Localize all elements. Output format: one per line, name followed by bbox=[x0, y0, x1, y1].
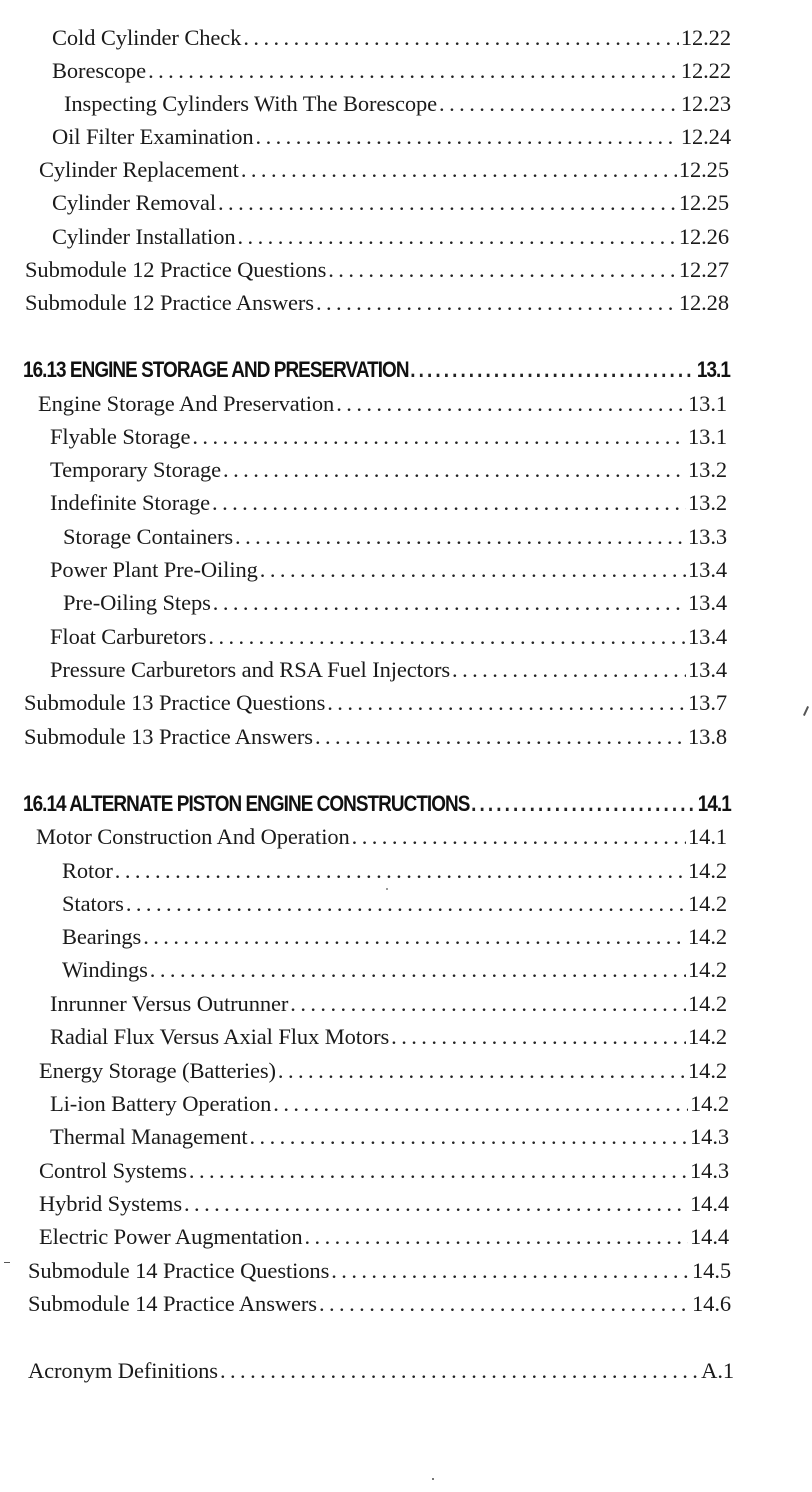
toc-entry-page: 13.8 bbox=[688, 724, 727, 749]
toc-entry-title: Rotor bbox=[62, 858, 113, 883]
toc-entry-title: Submodule 12 Practice Answers bbox=[25, 290, 314, 315]
dot-leader bbox=[213, 589, 686, 617]
dot-leader bbox=[238, 223, 677, 251]
toc-entry-li-ion-battery[interactable] bbox=[50, 1090, 729, 1118]
toc-entry-title: Motor Construction And Operation bbox=[36, 824, 350, 849]
toc-entry-submodule-12-answers[interactable] bbox=[25, 289, 729, 317]
toc-entry-page: 14.1 bbox=[688, 824, 727, 849]
toc-entry-title: Borescope bbox=[52, 58, 147, 83]
dot-leader bbox=[304, 1223, 688, 1251]
toc-entry-title: Pressure Carburetors and RSA Fuel Injectors bbox=[50, 657, 451, 682]
toc-entry-storage-containers[interactable] bbox=[63, 523, 727, 551]
toc-entry-rotor[interactable] bbox=[62, 857, 727, 885]
toc-entry-submodule-13-answers[interactable] bbox=[24, 723, 727, 751]
section-heading-page: 14.1 bbox=[697, 791, 731, 816]
toc-entry-temporary-storage[interactable] bbox=[50, 456, 727, 484]
dot-leader bbox=[220, 1357, 699, 1385]
dot-leader bbox=[327, 689, 686, 717]
toc-entry-submodule-13-questions[interactable] bbox=[24, 689, 727, 717]
toc-entry-title: Submodule 13 Practice Questions bbox=[24, 690, 326, 715]
toc-entry-page: 12.25 bbox=[678, 157, 729, 182]
toc-entry-page: 12.24 bbox=[680, 124, 731, 149]
toc-entry-title: Inrunner Versus Outrunner bbox=[50, 991, 289, 1016]
toc-entry-page: 13.4 bbox=[688, 557, 727, 582]
dot-leader bbox=[212, 489, 686, 517]
toc-entry-page: 14.4 bbox=[690, 1191, 729, 1216]
toc-entry-pressure-carburetors[interactable] bbox=[50, 656, 727, 684]
toc-entry-bearings[interactable] bbox=[62, 923, 727, 951]
section-heading-page: 13.1 bbox=[696, 357, 730, 382]
dot-leader bbox=[452, 656, 686, 684]
toc-entry-submodule-14-questions[interactable] bbox=[28, 1257, 731, 1285]
dot-leader bbox=[150, 956, 686, 984]
scan-mark bbox=[4, 1262, 10, 1263]
toc-entry-page: 13.2 bbox=[688, 490, 727, 515]
toc-entry-pre-oiling-steps[interactable] bbox=[63, 589, 727, 617]
dot-leader bbox=[250, 1123, 689, 1151]
dot-leader bbox=[243, 24, 679, 52]
dot-leader bbox=[256, 123, 679, 151]
toc-entry-title: Flyable Storage bbox=[50, 424, 191, 449]
section-heading-16-14[interactable] bbox=[23, 790, 731, 818]
dot-leader bbox=[439, 90, 679, 118]
toc-entry-title: Storage Containers bbox=[63, 524, 234, 549]
dot-leader bbox=[126, 890, 686, 918]
toc-entry-page: 14.2 bbox=[688, 891, 727, 916]
toc-entry-submodule-12-questions[interactable] bbox=[25, 256, 729, 284]
toc-entry-page: 13.4 bbox=[688, 657, 727, 682]
toc-entry-electric-power-augmentation[interactable] bbox=[39, 1223, 729, 1251]
toc-entry-cylinder-replacement[interactable] bbox=[39, 156, 729, 184]
dot-leader bbox=[352, 823, 686, 851]
toc-entry-title: Li-ion Battery Operation bbox=[50, 1091, 272, 1116]
toc-entry-inrunner-outrunner[interactable] bbox=[50, 990, 727, 1018]
toc-entry-submodule-14-answers[interactable] bbox=[28, 1290, 731, 1318]
dot-leader bbox=[192, 423, 686, 451]
toc-entry-page: 12.23 bbox=[680, 91, 731, 116]
toc-entry-page: 14.6 bbox=[692, 1291, 731, 1316]
toc-entry-inspecting-cylinders[interactable] bbox=[64, 90, 731, 118]
toc-entry-title: Inspecting Cylinders With The Borescope bbox=[64, 91, 438, 116]
toc-entry-oil-filter-examination[interactable] bbox=[52, 123, 731, 151]
toc-entry-acronym-definitions[interactable] bbox=[28, 1357, 734, 1385]
dot-leader bbox=[241, 156, 677, 184]
section-heading-16-13[interactable] bbox=[23, 356, 730, 384]
dot-leader bbox=[290, 990, 686, 1018]
toc-entry-title: Indefinite Storage bbox=[50, 490, 211, 515]
toc-entry-page: 13.2 bbox=[688, 457, 727, 482]
dot-leader bbox=[273, 1090, 688, 1118]
toc-entry-title: Thermal Management bbox=[50, 1124, 248, 1149]
toc-entry-cylinder-removal[interactable] bbox=[52, 189, 729, 217]
toc-entry-page: 13.4 bbox=[688, 624, 727, 649]
toc-entry-page: 14.2 bbox=[690, 1091, 729, 1116]
toc-entry-page: 12.25 bbox=[678, 190, 729, 215]
toc-entry-engine-storage[interactable] bbox=[38, 390, 727, 418]
toc-entry-title: Cylinder Replacement bbox=[39, 157, 239, 182]
toc-entry-title: Submodule 12 Practice Questions bbox=[25, 257, 327, 282]
dot-leader bbox=[316, 289, 677, 317]
toc-entry-page: A.1 bbox=[701, 1358, 734, 1383]
toc-entry-cold-cylinder-check[interactable] bbox=[52, 24, 731, 52]
toc-entry-cylinder-installation[interactable] bbox=[52, 223, 729, 251]
toc-entry-hybrid-systems[interactable] bbox=[39, 1190, 729, 1218]
dot-leader bbox=[218, 189, 677, 217]
toc-entry-page: 14.2 bbox=[688, 957, 727, 982]
toc-entry-stators[interactable] bbox=[62, 890, 727, 918]
toc-entry-motor-construction[interactable] bbox=[36, 823, 727, 851]
dot-leader bbox=[260, 556, 686, 584]
dot-leader bbox=[410, 356, 695, 384]
toc-entry-page: 14.2 bbox=[688, 1058, 727, 1083]
toc-entry-page: 14.4 bbox=[690, 1224, 729, 1249]
toc-entry-title: Hybrid Systems bbox=[39, 1191, 182, 1216]
toc-entry-title: Submodule 13 Practice Answers bbox=[24, 724, 313, 749]
toc-entry-title: Acronym Definitions bbox=[28, 1358, 218, 1383]
toc-entry-page: 14.2 bbox=[688, 924, 727, 949]
toc-entry-page: 13.7 bbox=[688, 690, 727, 715]
toc-entry-title: Pre-Oiling Steps bbox=[63, 590, 211, 615]
toc-entry-title: Float Carburetors bbox=[50, 624, 207, 649]
toc-entry-title: Cold Cylinder Check bbox=[52, 25, 242, 50]
toc-entry-title: Submodule 14 Practice Questions bbox=[28, 1258, 330, 1283]
toc-entry-title: Windings bbox=[62, 957, 148, 982]
dot-leader bbox=[278, 1057, 686, 1085]
toc-entry-windings[interactable] bbox=[62, 956, 727, 984]
toc-entry-page: 14.2 bbox=[688, 991, 727, 1016]
scan-mark bbox=[803, 706, 809, 716]
scan-mark bbox=[386, 888, 388, 890]
toc-entry-page: 14.3 bbox=[690, 1124, 729, 1149]
toc-entry-indefinite-storage[interactable] bbox=[50, 489, 727, 517]
section-heading-title: 16.14 ALTERNATE PISTON ENGINE CONSTRUCTIONS bbox=[23, 791, 470, 816]
toc-entry-title: Electric Power Augmentation bbox=[39, 1224, 303, 1249]
toc-entry-borescope[interactable] bbox=[52, 57, 731, 85]
toc-entry-thermal-management[interactable] bbox=[50, 1123, 729, 1151]
dot-leader bbox=[315, 723, 686, 751]
dot-leader bbox=[189, 1157, 688, 1185]
toc-entry-title: Power Plant Pre-Oiling bbox=[50, 557, 258, 582]
toc-entry-energy-storage[interactable] bbox=[39, 1057, 727, 1085]
dot-leader bbox=[328, 256, 677, 284]
toc-entry-title: Radial Flux Versus Axial Flux Motors bbox=[50, 1024, 390, 1049]
toc-entry-control-systems[interactable] bbox=[39, 1157, 729, 1185]
toc-entry-page: 13.4 bbox=[688, 590, 727, 615]
scan-mark bbox=[432, 1478, 434, 1480]
toc-entry-page: 12.27 bbox=[678, 257, 729, 282]
dot-leader bbox=[391, 1023, 686, 1051]
dot-leader bbox=[184, 1190, 688, 1218]
section-heading-title: 16.13 ENGINE STORAGE AND PRESERVATION bbox=[23, 357, 409, 382]
toc-entry-page: 14.3 bbox=[690, 1158, 729, 1183]
dot-leader bbox=[208, 623, 686, 651]
toc-entry-title: Energy Storage (Batteries) bbox=[39, 1058, 276, 1083]
toc-entry-title: Submodule 14 Practice Answers bbox=[28, 1291, 317, 1316]
dot-leader bbox=[148, 57, 679, 85]
toc-entry-page: 14.5 bbox=[692, 1258, 731, 1283]
toc-entry-page: 12.22 bbox=[680, 58, 731, 83]
dot-leader bbox=[143, 923, 686, 951]
dot-leader bbox=[471, 790, 696, 818]
toc-entry-page: 13.1 bbox=[688, 391, 727, 416]
toc-entry-title: Bearings bbox=[62, 924, 142, 949]
dot-leader bbox=[336, 390, 686, 418]
toc-entry-float-carburetors[interactable] bbox=[50, 623, 727, 651]
toc-entry-page: 12.22 bbox=[680, 25, 731, 50]
toc-entry-page: 13.1 bbox=[688, 424, 727, 449]
toc-entry-page: 14.2 bbox=[688, 1024, 727, 1049]
toc-entry-power-plant-pre-oiling[interactable] bbox=[50, 556, 727, 584]
dot-leader bbox=[235, 523, 686, 551]
toc-entry-title: Control Systems bbox=[39, 1158, 187, 1183]
dot-leader bbox=[223, 456, 686, 484]
dot-leader bbox=[115, 857, 686, 885]
dot-leader bbox=[319, 1290, 690, 1318]
toc-entry-title: Engine Storage And Preservation bbox=[38, 391, 335, 416]
toc-entry-page: 12.28 bbox=[678, 290, 729, 315]
toc-entry-page: 13.3 bbox=[688, 524, 727, 549]
toc-entry-title: Stators bbox=[62, 891, 124, 916]
toc-entry-title: Cylinder Installation bbox=[52, 224, 236, 249]
toc-entry-radial-axial-flux[interactable] bbox=[50, 1023, 727, 1051]
toc-entry-page: 14.2 bbox=[688, 858, 727, 883]
toc-entry-title: Oil Filter Examination bbox=[52, 124, 254, 149]
toc-entry-page: 12.26 bbox=[678, 224, 729, 249]
toc-entry-flyable-storage[interactable] bbox=[50, 423, 727, 451]
toc-entry-title: Temporary Storage bbox=[50, 457, 222, 482]
toc-entry-title: Cylinder Removal bbox=[52, 190, 216, 215]
dot-leader bbox=[331, 1257, 690, 1285]
